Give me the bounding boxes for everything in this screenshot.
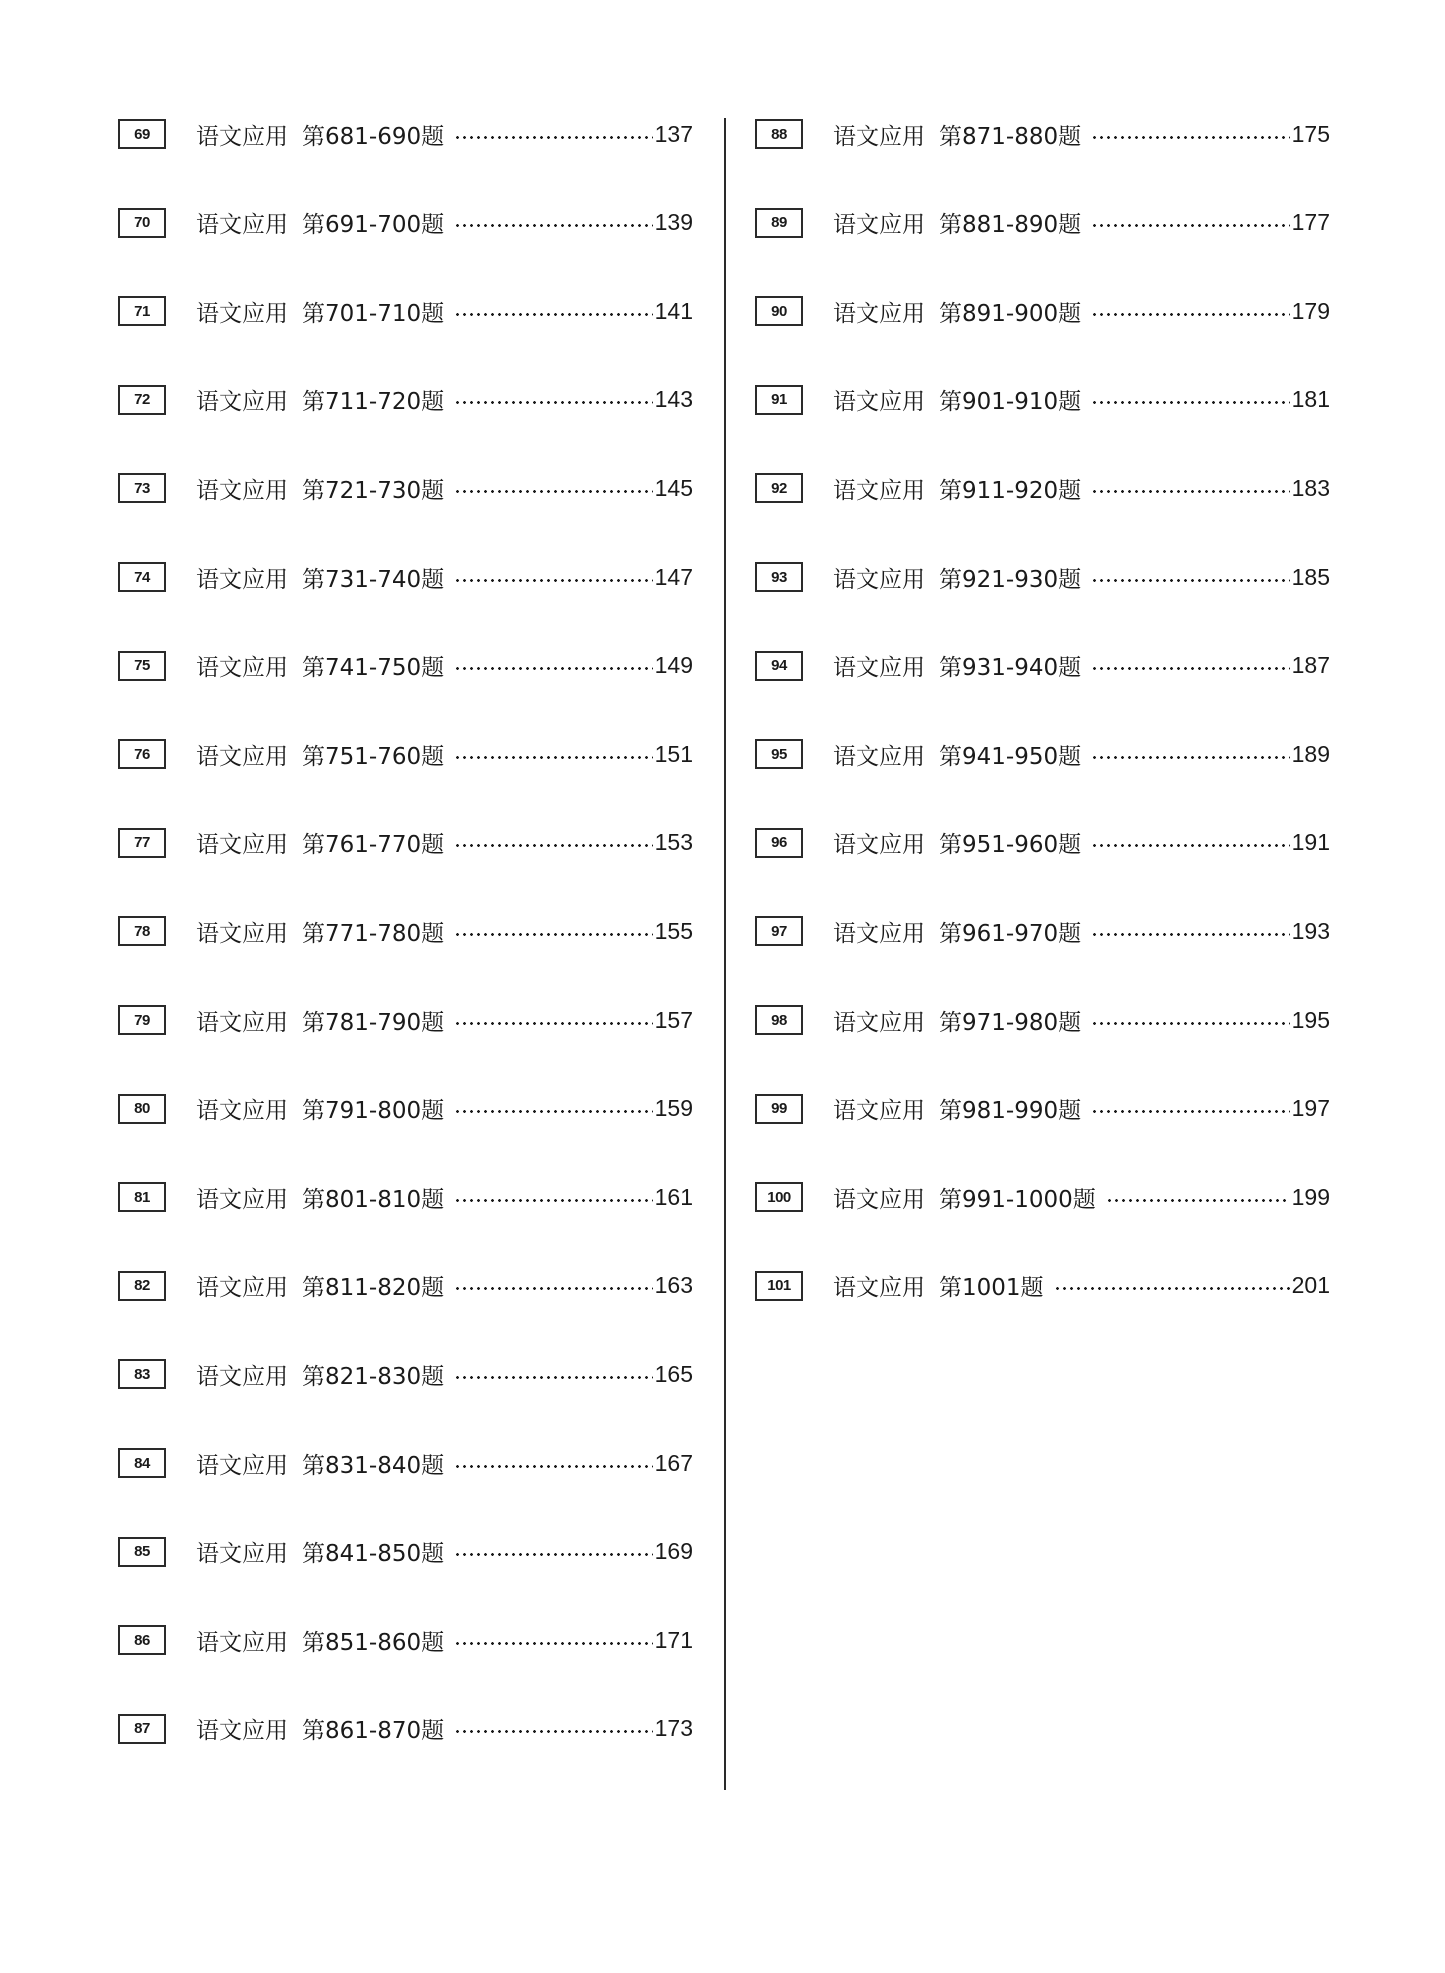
chapter-number-box: 72 — [118, 385, 166, 415]
toc-entry[interactable] — [118, 1620, 693, 1660]
toc-entry[interactable] — [118, 1709, 693, 1749]
entry-label: 语文应用 — [833, 743, 925, 770]
dot-leader — [454, 1730, 653, 1733]
entry-question-range: 第801-810题 — [302, 1186, 445, 1213]
toc-entry[interactable] — [118, 1443, 693, 1483]
entry-question-range: 第711-720题 — [302, 389, 445, 416]
chapter-number-box: 88 — [755, 119, 803, 149]
entry-question-range: 第821-830题 — [302, 1363, 445, 1390]
entry-question-range: 第751-760题 — [302, 743, 445, 770]
entry-question-range: 第1001题 — [939, 1275, 1044, 1302]
entry-label: 语文应用 — [833, 1009, 925, 1036]
page-number: 143 — [654, 386, 693, 413]
toc-entry[interactable] — [118, 823, 693, 863]
page-number: 183 — [1291, 474, 1330, 501]
entry-label: 语文应用 — [196, 389, 288, 416]
chapter-number-box: 71 — [118, 296, 166, 326]
page-number: 153 — [654, 829, 693, 856]
toc-entry[interactable] — [118, 291, 693, 331]
chapter-number-box: 99 — [755, 1094, 803, 1124]
page-number: 147 — [654, 563, 693, 590]
chapter-number-box: 96 — [755, 828, 803, 858]
toc-entry[interactable] — [755, 1177, 1330, 1217]
page-number: 201 — [1291, 1272, 1330, 1299]
entry-question-range: 第951-960题 — [939, 832, 1082, 859]
entry-label: 语文应用 — [833, 832, 925, 859]
entry-question-range: 第681-690题 — [302, 123, 445, 150]
entry-label: 语文应用 — [833, 212, 925, 239]
toc-entry[interactable] — [755, 823, 1330, 863]
toc-entry[interactable] — [118, 380, 693, 420]
page-number: 171 — [654, 1626, 693, 1653]
dot-leader — [1091, 579, 1290, 582]
entry-question-range: 第851-860题 — [302, 1629, 445, 1656]
dot-leader — [454, 1465, 653, 1468]
toc-entry[interactable] — [755, 557, 1330, 597]
entry-label: 语文应用 — [196, 1009, 288, 1036]
dot-leader — [1054, 1287, 1290, 1290]
page-number: 165 — [654, 1360, 693, 1387]
entry-question-range: 第911-920题 — [939, 477, 1082, 504]
entry-label: 语文应用 — [196, 1452, 288, 1479]
entry-question-range: 第901-910题 — [939, 389, 1082, 416]
toc-entry[interactable] — [755, 380, 1330, 420]
entry-label: 语文应用 — [196, 123, 288, 150]
entry-question-range: 第691-700题 — [302, 212, 445, 239]
entry-label: 语文应用 — [196, 566, 288, 593]
entry-question-range: 第991-1000题 — [939, 1186, 1096, 1213]
toc-entry[interactable] — [755, 1089, 1330, 1129]
chapter-number-box: 97 — [755, 916, 803, 946]
chapter-number-box: 84 — [118, 1448, 166, 1478]
chapter-number-box: 82 — [118, 1271, 166, 1301]
entry-label: 语文应用 — [833, 477, 925, 504]
entry-question-range: 第831-840题 — [302, 1452, 445, 1479]
page-number: 187 — [1291, 652, 1330, 679]
entry-label: 语文应用 — [833, 920, 925, 947]
entry-label: 语文应用 — [196, 1718, 288, 1745]
chapter-number-box: 101 — [755, 1271, 803, 1301]
page-number: 137 — [654, 120, 693, 147]
toc-entry[interactable] — [118, 911, 693, 951]
entry-label: 语文应用 — [196, 1098, 288, 1125]
entry-label: 语文应用 — [196, 300, 288, 327]
page-number: 179 — [1291, 297, 1330, 324]
page-number: 199 — [1291, 1183, 1330, 1210]
page-number: 141 — [654, 297, 693, 324]
page-number: 161 — [654, 1183, 693, 1210]
entry-label: 语文应用 — [196, 477, 288, 504]
page-number: 139 — [654, 209, 693, 236]
chapter-number-box: 95 — [755, 739, 803, 769]
entry-question-range: 第931-940题 — [939, 655, 1082, 682]
toc-entry[interactable] — [118, 1177, 693, 1217]
toc-entry[interactable] — [755, 1000, 1330, 1040]
toc-entry[interactable] — [755, 1266, 1330, 1306]
dot-leader — [454, 756, 653, 759]
entry-label: 语文应用 — [196, 832, 288, 859]
toc-entry[interactable] — [118, 1532, 693, 1572]
entry-label: 语文应用 — [196, 1541, 288, 1568]
toc-entry[interactable] — [118, 468, 693, 508]
entry-label: 语文应用 — [196, 1186, 288, 1213]
page-number: 181 — [1291, 386, 1330, 413]
toc-entry[interactable] — [118, 203, 693, 243]
dot-leader — [1091, 844, 1290, 847]
entry-question-range: 第971-980题 — [939, 1009, 1082, 1036]
page-number: 195 — [1291, 1006, 1330, 1033]
page-number: 167 — [654, 1449, 693, 1476]
dot-leader — [1091, 1022, 1290, 1025]
entry-question-range: 第761-770题 — [302, 832, 445, 859]
toc-entry[interactable] — [755, 203, 1330, 243]
dot-leader — [1091, 933, 1290, 936]
dot-leader — [1091, 136, 1290, 139]
chapter-number-box: 87 — [118, 1714, 166, 1744]
dot-leader — [454, 1199, 653, 1202]
entry-question-range: 第731-740题 — [302, 566, 445, 593]
page-number: 149 — [654, 652, 693, 679]
chapter-number-box: 94 — [755, 651, 803, 681]
entry-label: 语文应用 — [833, 1186, 925, 1213]
dot-leader — [454, 1642, 653, 1645]
dot-leader — [454, 136, 653, 139]
chapter-number-box: 78 — [118, 916, 166, 946]
page-number: 157 — [654, 1006, 693, 1033]
entry-label: 语文应用 — [196, 743, 288, 770]
toc-entry[interactable] — [118, 646, 693, 686]
page-number: 197 — [1291, 1095, 1330, 1122]
dot-leader — [454, 933, 653, 936]
toc-entry[interactable] — [755, 646, 1330, 686]
dot-leader — [1091, 401, 1290, 404]
chapter-number-box: 89 — [755, 208, 803, 238]
entry-label: 语文应用 — [833, 1098, 925, 1125]
entry-label: 语文应用 — [196, 212, 288, 239]
chapter-number-box: 76 — [118, 739, 166, 769]
chapter-number-box: 80 — [118, 1094, 166, 1124]
chapter-number-box: 69 — [118, 119, 166, 149]
toc-entry[interactable] — [118, 1089, 693, 1129]
page-number: 193 — [1291, 917, 1330, 944]
chapter-number-box: 77 — [118, 828, 166, 858]
entry-label: 语文应用 — [196, 1629, 288, 1656]
chapter-number-box: 83 — [118, 1359, 166, 1389]
dot-leader — [454, 1022, 653, 1025]
toc-entry[interactable] — [118, 1000, 693, 1040]
entry-question-range: 第921-930题 — [939, 566, 1082, 593]
entry-question-range: 第721-730题 — [302, 477, 445, 504]
dot-leader — [454, 1553, 653, 1556]
dot-leader — [1091, 224, 1290, 227]
entry-question-range: 第941-950题 — [939, 743, 1082, 770]
page-number: 163 — [654, 1272, 693, 1299]
entry-label: 语文应用 — [833, 300, 925, 327]
entry-question-range: 第841-850题 — [302, 1541, 445, 1568]
chapter-number-box: 85 — [118, 1537, 166, 1567]
page-number: 145 — [654, 474, 693, 501]
chapter-number-box: 74 — [118, 562, 166, 592]
page-number: 189 — [1291, 740, 1330, 767]
entry-question-range: 第741-750题 — [302, 655, 445, 682]
chapter-number-box: 93 — [755, 562, 803, 592]
chapter-number-box: 98 — [755, 1005, 803, 1035]
entry-question-range: 第981-990题 — [939, 1098, 1082, 1125]
dot-leader — [454, 844, 653, 847]
chapter-number-box: 70 — [118, 208, 166, 238]
entry-question-range: 第791-800题 — [302, 1098, 445, 1125]
entry-label: 语文应用 — [196, 655, 288, 682]
dot-leader — [454, 1110, 653, 1113]
page-number: 177 — [1291, 209, 1330, 236]
entry-label: 语文应用 — [833, 123, 925, 150]
dot-leader — [454, 1376, 653, 1379]
dot-leader — [454, 667, 653, 670]
entry-question-range: 第891-900题 — [939, 300, 1082, 327]
entry-question-range: 第811-820题 — [302, 1275, 445, 1302]
entry-question-range: 第861-870题 — [302, 1718, 445, 1745]
chapter-number-box: 79 — [118, 1005, 166, 1035]
chapter-number-box: 86 — [118, 1625, 166, 1655]
entry-question-range: 第961-970题 — [939, 920, 1082, 947]
entry-question-range: 第701-710题 — [302, 300, 445, 327]
chapter-number-box: 75 — [118, 651, 166, 681]
dot-leader — [1106, 1199, 1290, 1202]
page-number: 155 — [654, 917, 693, 944]
entry-question-range: 第771-780题 — [302, 920, 445, 947]
chapter-number-box: 73 — [118, 473, 166, 503]
entry-label: 语文应用 — [833, 566, 925, 593]
dot-leader — [1091, 1110, 1290, 1113]
toc-entry[interactable] — [118, 1266, 693, 1306]
chapter-number-box: 81 — [118, 1182, 166, 1212]
entry-label: 语文应用 — [196, 1363, 288, 1390]
toc-entry[interactable] — [118, 114, 693, 154]
dot-leader — [454, 579, 653, 582]
toc-entry[interactable] — [755, 734, 1330, 774]
entry-question-range: 第881-890题 — [939, 212, 1082, 239]
entry-label: 语文应用 — [196, 1275, 288, 1302]
toc-entry[interactable] — [755, 911, 1330, 951]
column-divider — [724, 118, 726, 1790]
toc-entry[interactable] — [755, 291, 1330, 331]
chapter-number-box: 100 — [755, 1182, 803, 1212]
dot-leader — [1091, 667, 1290, 670]
page-number: 173 — [654, 1715, 693, 1742]
page-number: 151 — [654, 740, 693, 767]
dot-leader — [454, 313, 653, 316]
entry-question-range: 第781-790题 — [302, 1009, 445, 1036]
dot-leader — [454, 1287, 653, 1290]
page-number: 191 — [1291, 829, 1330, 856]
chapter-number-box: 90 — [755, 296, 803, 326]
entry-label: 语文应用 — [833, 655, 925, 682]
entry-label: 语文应用 — [196, 920, 288, 947]
toc-entry[interactable] — [118, 557, 693, 597]
toc-entry[interactable] — [118, 1354, 693, 1394]
toc-entry[interactable] — [755, 468, 1330, 508]
dot-leader — [1091, 490, 1290, 493]
chapter-number-box: 91 — [755, 385, 803, 415]
chapter-number-box: 92 — [755, 473, 803, 503]
dot-leader — [454, 224, 653, 227]
page-number: 185 — [1291, 563, 1330, 590]
page-number: 159 — [654, 1095, 693, 1122]
dot-leader — [1091, 313, 1290, 316]
page-number: 175 — [1291, 120, 1330, 147]
toc-entry[interactable] — [118, 734, 693, 774]
dot-leader — [1091, 756, 1290, 759]
entry-label: 语文应用 — [833, 1275, 925, 1302]
dot-leader — [454, 490, 653, 493]
toc-entry[interactable] — [755, 114, 1330, 154]
dot-leader — [454, 401, 653, 404]
page-number: 169 — [654, 1538, 693, 1565]
entry-question-range: 第871-880题 — [939, 123, 1082, 150]
entry-label: 语文应用 — [833, 389, 925, 416]
